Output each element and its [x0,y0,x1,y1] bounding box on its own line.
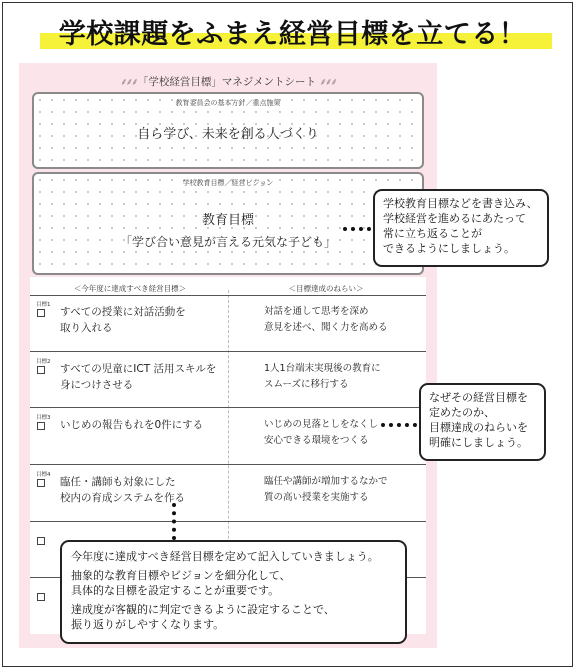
goal-line: いじめの報告もれを0件にする [60,419,204,431]
row-divider [30,407,426,408]
goal-checkbox[interactable] [37,309,45,317]
right-sprig-icon: ⸙⸙⸙ [319,77,336,88]
left-sprig-icon: ⸙⸙⸙ [120,77,138,88]
aim-line: 臨任や講師が増加するなかで [264,476,388,487]
callout-line: 学校教育目標などを書き込み、 [383,197,538,210]
aim-text [264,304,424,336]
goal-checkbox[interactable] [37,366,45,374]
callout-line: 学校経営を進めるにあたって [383,212,526,225]
callout-line: 達成度が客観的に判定できるように設定することで、 [71,603,335,616]
aim-line: スムーズに移行する [264,379,349,390]
headline [30,10,555,50]
policy-card [32,92,424,169]
goal-text [60,474,225,506]
goal-number: 目標3 [36,415,51,421]
goal-number: 目標4 [36,472,51,478]
sheet-title: 「学校経営目標」マネジメントシート [137,76,317,88]
goal-number: 目標2 [36,359,51,365]
headline-text: 学校課題をふまえ経営目標を立てる！ [58,19,527,50]
aim-text [264,361,424,393]
aim-line: 対話を通して思考を深め [264,306,369,317]
callout-line: なぜその経営目標を [429,391,528,404]
goal-note-callout [60,540,407,644]
aim-line: 質の高い授業を実施する [264,492,369,503]
aims-column-header: ＜目標達成のねらい＞ [288,284,364,293]
vision-connector [343,227,371,231]
aim-text [264,474,424,506]
goal-line: 校内の育成システムを作る [60,492,185,504]
aim-note-callout [419,383,546,461]
callout-line: 常に立ち返ることが [383,227,482,240]
policy-text: 自ら学び、未来を創る人づくり [137,127,319,142]
callout-line: できるようにしましょう。 [383,242,515,255]
row-divider [30,464,426,465]
callout-line: 抽象的な教育目標やビジョンを細分化して、 [71,569,291,582]
vision-note-callout [373,189,549,267]
goal-text [60,361,225,393]
aim-line: 意見を述べ、聞く力を高める [264,322,388,333]
goal-connector [172,503,176,540]
row-divider [30,295,426,296]
row-divider [30,351,426,352]
aim-line: 安心できる環境をつくる [264,435,369,446]
vision-card [32,172,424,275]
goal-checkbox[interactable] [37,537,45,545]
callout-line: 具体的な目標を設定することが重要です。 [71,584,280,597]
aim-line: 1人1台端末実現後の教育に [264,363,381,374]
goal-text [60,304,225,336]
callout-line: 今年度に達成すべき経営目標を定めて記入していきましょう。 [71,550,379,563]
aim-text [264,417,424,449]
aim-line: いじめの見落としをなくし [264,419,379,430]
callout-line: 定めたのか、 [429,406,495,419]
row-divider [30,521,426,522]
policy-caption: 教育委員会の基本方針／重点施策 [175,99,281,107]
aim-connector [381,423,417,427]
goal-checkbox[interactable] [37,479,45,487]
vision-heading: 教育目標 [201,213,254,228]
callout-line: 目標達成のねらいを [429,421,528,434]
goal-line: すべての授業に対話活動を [60,306,186,318]
goal-checkbox[interactable] [37,422,45,430]
goal-line: 身につけさせる [60,379,134,391]
goal-line: すべての児童にICT 活用スキルを [60,363,217,375]
sheet-title-row [19,74,437,89]
goal-line: 取り入れる [60,322,113,334]
goal-number: 目標1 [36,302,51,308]
vision-caption: 学校教育目標／経営ビジョン [182,179,274,187]
vision-text: 「学び合い意見が言える元気な子ども」 [119,235,336,249]
goal-line: 臨任・講師も対象にした [60,476,176,488]
goal-checkbox[interactable] [37,593,45,601]
callout-line: 振り返りがしやすくなります。 [71,618,225,631]
callout-line: 明確にしましょう。 [429,436,528,449]
goal-text [60,417,225,433]
goals-column-header: ＜今年度に達成すべき経営目標＞ [73,284,187,293]
